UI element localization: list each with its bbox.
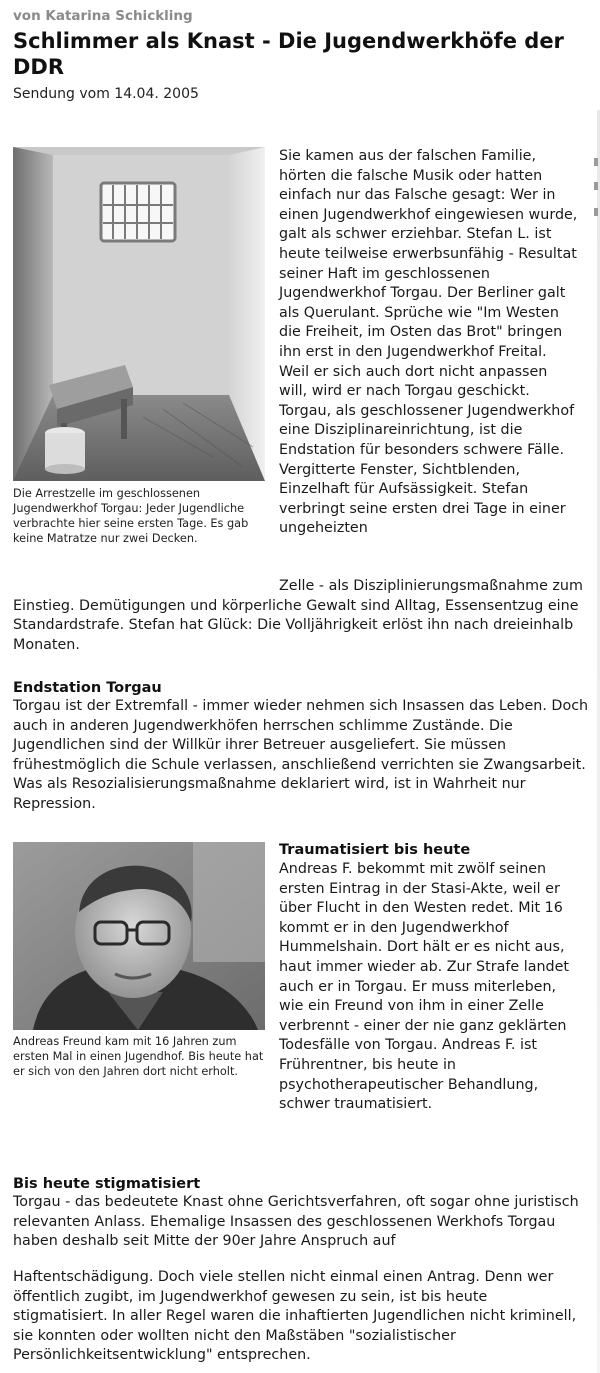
endstation-torgau-text: Torgau ist der Extremfall - immer wieder nehmen sich Insassen das Leben. Doch auch in anderen Jugendwerkhöfen herrschen schlimme Zustände. Die Jugendlichen sind der Willkür ihrer Betreuer ausgeliefert. Sie müssen frühestmöglich die Schule verlassen, anschließend verrichten sie Zwangsarbeit. Was als Resozialisierungsmaßnahme deklariert wird, ist in Wahrheit nur Repression. <box>13 698 589 812</box>
heading-traumatisiert: Traumatisiert bis heute <box>279 842 471 858</box>
heading-stigmatisiert: Bis heute stigmatisiert <box>13 1176 201 1192</box>
article-title: Schlimmer als Knast - Die Jugendwerkhöfe der DDR <box>13 29 564 79</box>
heading-endstation-torgau: Endstation Torgau <box>13 680 162 696</box>
intro-text-full-width: Zelle - als Disziplinierungsmaßnahme zum Einstieg. Demütigungen und körperliche Gewalt sind Alltag, Essensentzug eine Standardstrafe. Stefan hat Glück: Die Volljährigkeit erlöst ihn nach dreieinhalb Monaten. <box>13 578 583 653</box>
broadcast-date: Sendung vom 14.04. 2005 <box>13 86 199 102</box>
author-line: von Katarina Schickling <box>13 8 193 24</box>
traumatisiert-text: Andreas F. bekommt mit zwölf seinen ersten Eintrag in der Stasi-Akte, weil er über Flucht in den Westen redet. Mit 16 kommt er in den Jugendwerkhof Hummelshain. Dort hält er es nicht aus, haut immer wieder ab. Zur Strafe landet auch er in Torgau. Er muss miterleben, wie ein Freund von ihm in einer Zelle verbrennt - einer der nie ganz geklärten Todesfälle von Torgau. Andreas F. ist Frührentner, bis heute in psychotherapeutischer Behandlung, schwer traumatisiert. <box>279 861 570 1113</box>
intro-text-beside-photo: Sie kamen aus der falschen Familie, hörten die falsche Musik oder hatten einfach nur das Falsche gesagt: Wer in einen Jugendwerkhof eingewiesen wurde, galt als schwer erziehbar. Stefan L. ist heute teilweise erwerbsunfähig - Resultat seiner Haft im geschlossenen Jugendwerkhof Torgau. Der Berliner galt als Querulant. Sprüche wie "Im Westen die Freiheit, im Osten das Brot" bringen ihn erst in den Jugendwerkhof Freital. Weil er sich auch dort nicht anpassen will, wird er nach Torgau geschickt. Torgau, als geschlossener Jugendwerkhof eine Disziplinareinrichtung, ist die Endstation für besonders schwere Fälle. Vergitterte Fenster, Sichtblenden, Einzelhaft für Aufsässigkeit. Stefan verbringt seine ersten drei Tage in einer ungeheizten <box>279 148 578 537</box>
stigmatisiert-text-part1: Torgau - das bedeutete Knast ohne Gerichtsverfahren, oft sogar ohne juristisch relevanten Anlass. Ehemalige Insassen des geschlossenen Werkhofs Torgau haben deshalb seit Mitte der 90er Jahre Anspruch auf <box>13 1194 579 1250</box>
cell-photo <box>13 147 265 481</box>
portrait-photo <box>13 842 265 1030</box>
scan-edge-marks <box>588 150 600 300</box>
portrait-photo-caption: Andreas Freund kam mit 16 Jahren zum ersten Mal in einen Jugendhof. Bis heute hat er sich von den Jahren dort nicht erholt. <box>13 1035 264 1078</box>
stigmatisiert-text-part2: Haftentschädigung. Doch viele stellen nicht einmal einen Antrag. Denn wer öffentlich zugibt, im Jugendwerkhof gewesen zu sein, ist bis heute stigmatisiert. In aller Regel waren die inhaftierten Jugendlichen nicht kriminell, sie konnten oder wollten nicht den Maßstäben "sozialistischer Persönlichkeitsentwicklung" entsprechen. <box>13 1269 577 1364</box>
cell-photo-caption: Die Arrestzelle im geschlossenen Jugendwerkhof Torgau: Jeder Jugendliche verbrachte hier seine ersten Tage. Es gab keine Matratze nur zwei Decken. <box>13 487 249 545</box>
